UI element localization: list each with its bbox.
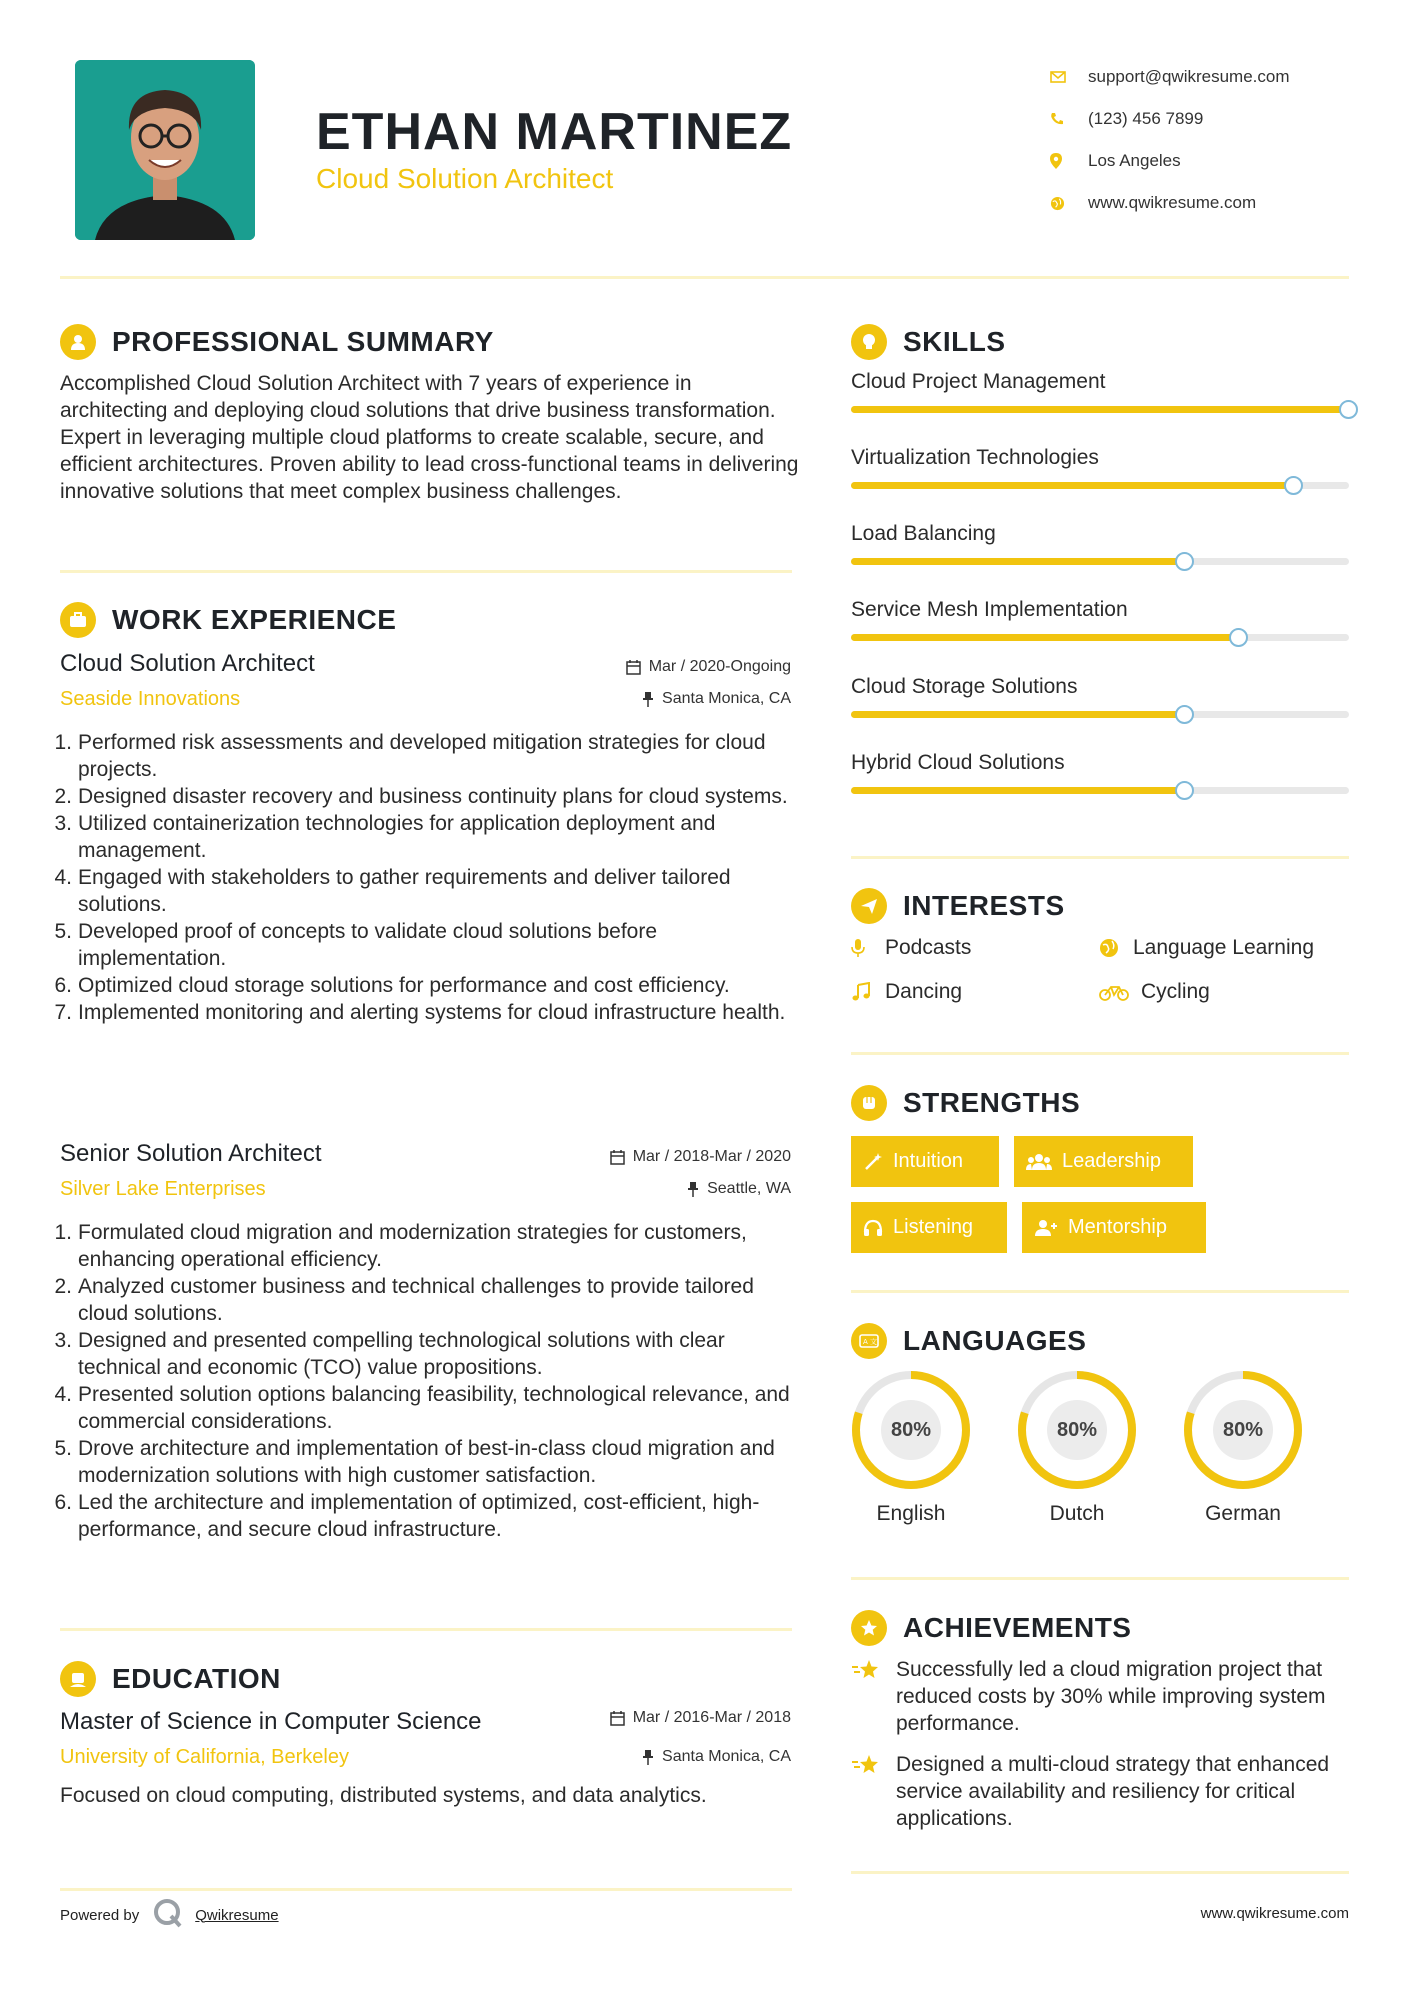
list-item: 1. Formulated cloud migration and modernization strategies for customers, enhancing operational efficiency. [54, 1221, 747, 1271]
music-note-icon [851, 982, 885, 1002]
skill-fill [851, 558, 1185, 565]
language-name: Dutch [1049, 1502, 1105, 1525]
language-icon [851, 1323, 887, 1359]
users-icon [1026, 1152, 1052, 1172]
svg-text:A: A [863, 1338, 868, 1346]
star-badge-icon [851, 1610, 887, 1646]
achievement-item [851, 1656, 1351, 1737]
contact-website-text: www.qwikresume.com [1088, 193, 1257, 212]
skills-heading [851, 324, 1006, 360]
contact-location [1050, 140, 1290, 182]
strength-label: Listening [893, 1216, 974, 1238]
footer-powered [60, 1898, 279, 1932]
skill-item [851, 675, 1349, 718]
summary-divider [60, 570, 792, 573]
candidate-title: Cloud Solution Architect [316, 163, 614, 194]
experience-title: WORK EXPERIENCE [112, 604, 397, 635]
header-divider [60, 276, 1349, 279]
skill-bar [851, 482, 1349, 489]
job-2-location [687, 1180, 791, 1198]
star-icon [851, 1656, 896, 1737]
skill-item [851, 370, 1349, 413]
interest-item [851, 980, 962, 1004]
achievements-divider [851, 1871, 1349, 1874]
achievements-title: ACHIEVEMENTS [903, 1612, 1132, 1643]
fist-icon [851, 1085, 887, 1121]
experience-divider [60, 1628, 792, 1631]
strengths-divider [851, 1290, 1349, 1293]
skill-bar [851, 787, 1349, 794]
education-heading [60, 1661, 281, 1697]
language-percent: 80% [890, 1418, 932, 1441]
contact-email[interactable] [1050, 56, 1290, 98]
user-icon [60, 324, 96, 360]
user-plus-icon [1034, 1218, 1058, 1238]
skill-fill [851, 634, 1239, 641]
achievements-heading [851, 1610, 1131, 1646]
job-2-title: Senior Solution Architect [60, 1140, 322, 1167]
summary-heading [60, 324, 494, 360]
skill-knob [1175, 781, 1194, 800]
calendar-icon [610, 1150, 625, 1165]
pushpin-icon [687, 1182, 699, 1197]
education-dates-text: Mar / 2016-Mar / 2018 [632, 1709, 791, 1726]
education-location-text: Santa Monica, CA [662, 1748, 791, 1765]
briefcase-icon [60, 602, 96, 638]
language-name: English [876, 1502, 946, 1525]
skill-label: Virtualization Technologies [851, 446, 1099, 469]
map-pin-icon [1050, 153, 1088, 169]
list-item: 3. Designed and presented compelling technological solutions with clear technical and economic (TCO) value propositions. [54, 1329, 725, 1379]
summary-text: Accomplished Cloud Solution Architect with 7 years of experience in architecting and deploying cloud solutions that drive business transformation. Expert in leveraging multiple cloud platforms to create scalable, secure, and efficient architectures. Proven ability to lead cross-functional teams in delivering innovative solutions that meet complex business challenges. [60, 372, 799, 503]
lightbulb-icon [851, 324, 887, 360]
language-item [1181, 1368, 1305, 1526]
pushpin-icon [642, 1750, 654, 1765]
list-item: 7. Implemented monitoring and alerting systems for cloud infrastructure health. [54, 1001, 786, 1024]
list-item: 4. Presented solution options balancing feasibility, technological relevance, and commercial considerations. [54, 1383, 790, 1433]
interest-label: Cycling [1141, 980, 1210, 1003]
skill-knob [1339, 400, 1358, 419]
list-item: 6. Led the architecture and implementation of optimized, cost-efficient, high-performance, and secure cloud infrastructure. [54, 1491, 760, 1541]
qwikresume-logo-icon [153, 1898, 183, 1932]
skill-knob [1175, 705, 1194, 724]
skill-item [851, 598, 1349, 641]
skill-fill [851, 711, 1185, 718]
job-1-company: Seaside Innovations [60, 688, 241, 710]
skill-item [851, 751, 1349, 794]
language-name: German [1205, 1502, 1281, 1525]
interest-item [1099, 936, 1314, 960]
interest-label: Language Learning [1133, 936, 1315, 959]
list-item: 6. Optimized cloud storage solutions for performance and cost efficiency. [54, 974, 730, 997]
language-item [1015, 1368, 1139, 1526]
education-school: University of California, Berkeley [60, 1746, 349, 1768]
education-text: Focused on cloud computing, distributed systems, and data analytics. [60, 1784, 707, 1807]
strength-label: Mentorship [1068, 1216, 1167, 1238]
skill-bar [851, 711, 1349, 718]
education-degree: Master of Science in Computer Science [60, 1708, 482, 1735]
contact-location-text: Los Angeles [1088, 151, 1181, 170]
star-icon [851, 1751, 896, 1832]
pushpin-icon [642, 692, 654, 707]
list-item: 3. Utilized containerization technologies for application deployment and management. [54, 812, 716, 862]
languages-title: LANGUAGES [903, 1325, 1087, 1356]
paper-plane-icon [851, 888, 887, 924]
interests-heading [851, 888, 1065, 924]
achievement-text: Successfully led a cloud migration project that reduced costs by 30% while improving system performance. [896, 1658, 1326, 1735]
strengths-heading [851, 1085, 1080, 1121]
graduation-icon [60, 1661, 96, 1697]
job-2-bullets [54, 1219, 794, 1543]
language-percent: 80% [1222, 1418, 1264, 1441]
skill-fill [851, 787, 1185, 794]
skill-bar [851, 406, 1349, 413]
job-1-dates-text: Mar / 2020-Ongoing [648, 658, 791, 675]
globe-icon [1050, 196, 1088, 211]
experience-heading [60, 602, 396, 638]
skill-label: Load Balancing [851, 522, 996, 545]
strengths-title: STRENGTHS [903, 1087, 1081, 1118]
skills-divider [851, 856, 1349, 859]
profile-photo [75, 60, 255, 240]
skill-fill [851, 406, 1349, 413]
job-2-dates [610, 1148, 791, 1166]
skill-label: Cloud Project Management [851, 370, 1106, 393]
powered-by-text: Powered by [60, 1906, 140, 1924]
microphone-icon [851, 938, 885, 958]
list-item: 2. Designed disaster recovery and business continuity plans for cloud systems. [54, 785, 788, 808]
interest-item [851, 936, 971, 960]
interest-label: Dancing [885, 980, 963, 1003]
job-2-dates-text: Mar / 2018-Mar / 2020 [632, 1148, 791, 1165]
interests-title: INTERESTS [903, 890, 1065, 921]
skill-label: Service Mesh Implementation [851, 598, 1128, 621]
globe-icon [1099, 938, 1133, 958]
skill-knob [1175, 552, 1194, 571]
education-title: EDUCATION [112, 1663, 281, 1694]
list-item: 5. Drove architecture and implementation of best-in-class cloud migration and modernization solutions with high customer satisfaction. [54, 1437, 775, 1487]
list-item: 4. Engaged with stakeholders to gather requirements and deliver tailored solutions. [54, 866, 731, 916]
candidate-name: ETHAN MARTINEZ [316, 103, 793, 161]
strength-chip [1014, 1136, 1193, 1187]
job-1-location [642, 690, 791, 708]
language-item [849, 1368, 973, 1526]
list-item: 5. Developed proof of concepts to validate cloud solutions before implementation. [54, 920, 658, 970]
skill-item [851, 446, 1349, 489]
envelope-icon [1050, 71, 1088, 83]
skill-bar [851, 558, 1349, 565]
skill-label: Cloud Storage Solutions [851, 675, 1078, 698]
education-divider [60, 1888, 792, 1891]
interest-item [1099, 980, 1210, 1004]
job-1-dates [626, 658, 791, 676]
contact-list [1050, 56, 1290, 224]
achievement-text: Designed a multi-cloud strategy that enhanced service availability and resiliency for critical applications. [896, 1753, 1330, 1830]
job-1-bullets [54, 729, 794, 1026]
strength-label: Intuition [893, 1150, 964, 1172]
qwikresume-link[interactable]: Qwikresume [195, 1906, 279, 1924]
skill-bar [851, 634, 1349, 641]
education-dates [610, 1709, 791, 1727]
contact-email-text: support@qwikresume.com [1088, 67, 1290, 86]
magic-wand-icon [863, 1152, 883, 1172]
interests-divider [851, 1052, 1349, 1055]
list-item: 2. Analyzed customer business and technical challenges to provide tailored cloud solutions. [54, 1275, 754, 1325]
headphones-icon [863, 1218, 883, 1238]
strength-chip [851, 1202, 1007, 1253]
job-2-company: Silver Lake Enterprises [60, 1178, 266, 1200]
strength-chip [851, 1136, 999, 1187]
languages-heading [851, 1323, 1086, 1359]
footer-site[interactable]: www.qwikresume.com [1200, 1905, 1349, 1922]
list-item: 1. Performed risk assessments and developed mitigation strategies for cloud projects. [54, 731, 766, 781]
bicycle-icon [1099, 983, 1133, 1001]
language-percent: 80% [1056, 1418, 1098, 1441]
phone-icon [1050, 112, 1088, 126]
skill-label: Hybrid Cloud Solutions [851, 751, 1065, 774]
skills-title: SKILLS [903, 326, 1006, 357]
skill-fill [851, 482, 1294, 489]
contact-website[interactable] [1050, 182, 1290, 224]
contact-phone[interactable] [1050, 98, 1290, 140]
summary-title: PROFESSIONAL SUMMARY [112, 326, 494, 357]
skill-knob [1229, 628, 1248, 647]
skill-knob [1284, 476, 1303, 495]
calendar-icon [626, 660, 641, 675]
contact-phone-text: (123) 456 7899 [1088, 109, 1204, 128]
svg-text:文: 文 [870, 1338, 877, 1346]
languages-divider [851, 1577, 1349, 1580]
job-1-title: Cloud Solution Architect [60, 650, 315, 677]
strength-chip [1022, 1202, 1206, 1253]
skill-item [851, 522, 1349, 565]
calendar-icon [610, 1711, 625, 1726]
job-2-location-text: Seattle, WA [707, 1180, 791, 1197]
achievement-item [851, 1751, 1351, 1832]
job-1-location-text: Santa Monica, CA [662, 690, 791, 707]
education-location [642, 1748, 791, 1766]
interest-label: Podcasts [885, 936, 972, 959]
strength-label: Leadership [1062, 1150, 1161, 1172]
